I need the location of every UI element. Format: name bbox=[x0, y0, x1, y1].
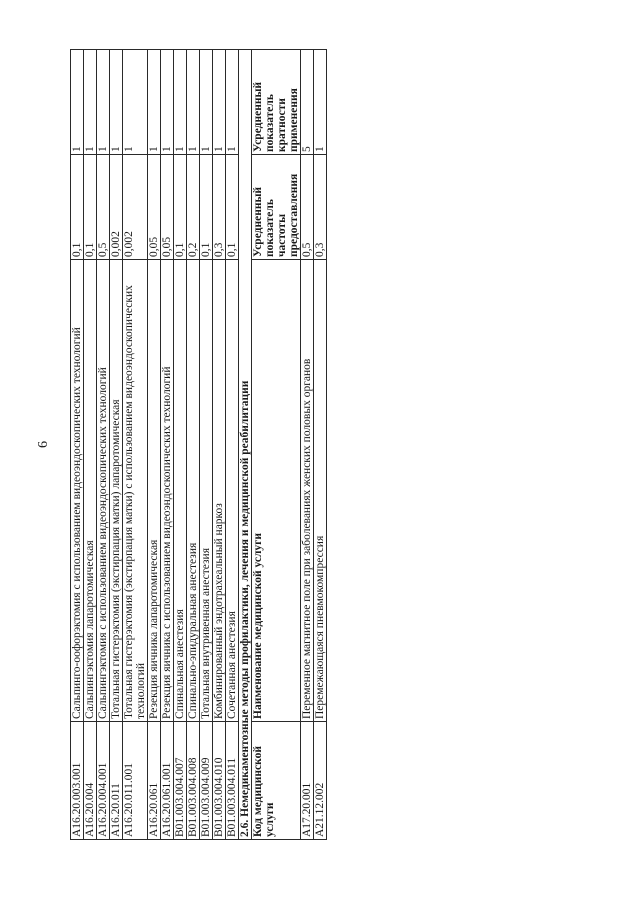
table-row bbox=[71, 50, 84, 840]
multiplicity-value: 1 bbox=[71, 50, 84, 155]
table-row bbox=[161, 50, 174, 840]
table-row bbox=[110, 50, 123, 840]
table-row bbox=[301, 50, 314, 840]
section-title-row bbox=[239, 50, 252, 840]
service-name: Сочетанная анестезия bbox=[226, 260, 239, 722]
multiplicity-value: 1 bbox=[148, 50, 161, 155]
frequency-value: 0,2 bbox=[187, 155, 200, 260]
multiplicity-value: 1 bbox=[97, 50, 110, 155]
table-row bbox=[213, 50, 226, 840]
table-row bbox=[314, 50, 327, 840]
service-name: Сальпинго-оофорэктомия с использованием видеоэндоскопических технологий bbox=[71, 260, 84, 722]
frequency-value: 0,002 bbox=[110, 155, 123, 260]
service-name: Резекция яичника с использованием видеоэндоскопических технологий bbox=[161, 260, 174, 722]
service-name: Спинальная анестезия bbox=[174, 260, 187, 722]
multiplicity-value: 1 bbox=[187, 50, 200, 155]
service-code: A16.20.004.001 bbox=[97, 722, 110, 840]
multiplicity-value: 1 bbox=[123, 50, 148, 155]
frequency-value: 0,1 bbox=[226, 155, 239, 260]
service-name: Спинально-эпидуральная анестезия bbox=[187, 260, 200, 722]
multiplicity-value: 1 bbox=[84, 50, 97, 155]
service-name: Сальпингэктомия лапаротомическая bbox=[84, 260, 97, 722]
frequency-value: 0,05 bbox=[161, 155, 174, 260]
frequency-value: 0,5 bbox=[97, 155, 110, 260]
service-name: Перемежающаяся пневмокомпрессия bbox=[314, 260, 327, 722]
table-row bbox=[174, 50, 187, 840]
frequency-value: 0,002 bbox=[123, 155, 148, 260]
services-table-rotated bbox=[70, 50, 327, 840]
service-code: A16.20.061.001 bbox=[161, 722, 174, 840]
service-code: A16.20.003.001 bbox=[71, 722, 84, 840]
service-code: B01.003.004.010 bbox=[213, 722, 226, 840]
page-number: 6 bbox=[36, 441, 51, 448]
table-row bbox=[200, 50, 213, 840]
service-name: Тотальная гистерэктомия (экстирпация матки) лапаротомическая bbox=[110, 260, 123, 722]
services-table bbox=[70, 49, 327, 840]
service-code: A16.20.011.001 bbox=[123, 722, 148, 840]
table-row bbox=[123, 50, 148, 840]
multiplicity-value: 1 bbox=[200, 50, 213, 155]
frequency-value: 0,1 bbox=[200, 155, 213, 260]
multiplicity-value: 1 bbox=[226, 50, 239, 155]
service-name: Резекция яичника лапаротомическая bbox=[148, 260, 161, 722]
table-row bbox=[84, 50, 97, 840]
multiplicity-value: 1 bbox=[161, 50, 174, 155]
header-multiplicity: Усредненный показатель кратности применения bbox=[252, 50, 301, 155]
service-name: Тотальная гистерэктомия (экстирпация матки) с использованием видеоэндоскопических технологий bbox=[123, 260, 148, 722]
service-code: B01.003.004.009 bbox=[200, 722, 213, 840]
service-code: A16.20.004 bbox=[84, 722, 97, 840]
service-code: A16.20.011 bbox=[110, 722, 123, 840]
service-name: Сальпингэктомия с использованием видеоэндоскопических технологий bbox=[97, 260, 110, 722]
frequency-value: 0,3 bbox=[213, 155, 226, 260]
table-row bbox=[148, 50, 161, 840]
multiplicity-value: 1 bbox=[213, 50, 226, 155]
service-code: A17.20.001 bbox=[301, 722, 314, 840]
frequency-value: 0,1 bbox=[84, 155, 97, 260]
header-code: Код медицинской услуги bbox=[252, 722, 301, 840]
service-name: Комбинированный эндотрахеальный наркоз bbox=[213, 260, 226, 722]
service-code: B01.003.004.011 bbox=[226, 722, 239, 840]
service-code: A21.12.002 bbox=[314, 722, 327, 840]
frequency-value: 0,1 bbox=[174, 155, 187, 260]
table-row bbox=[187, 50, 200, 840]
frequency-value: 0,05 bbox=[148, 155, 161, 260]
service-code: B01.003.004.008 bbox=[187, 722, 200, 840]
service-code: A16.20.061 bbox=[148, 722, 161, 840]
multiplicity-value: 1 bbox=[314, 50, 327, 155]
frequency-value: 0,1 bbox=[71, 155, 84, 260]
table-row bbox=[97, 50, 110, 840]
multiplicity-value: 1 bbox=[110, 50, 123, 155]
service-code: B01.003.004.007 bbox=[174, 722, 187, 840]
table-row bbox=[226, 50, 239, 840]
multiplicity-value: 5 bbox=[301, 50, 314, 155]
service-name: Тотальная внутривенная анестезия bbox=[200, 260, 213, 722]
frequency-value: 0,3 bbox=[314, 155, 327, 260]
service-name: Переменное магнитное поле при заболеваниях женских половых органов bbox=[301, 260, 314, 722]
header-frequency: Усредненный показатель частоты предоставления bbox=[252, 155, 301, 260]
section-title: 2.6. Немедикаментозные методы профилактики, лечения и медицинской реабилитации bbox=[239, 50, 252, 840]
header-row bbox=[252, 50, 301, 840]
frequency-value: 0,5 bbox=[301, 155, 314, 260]
multiplicity-value: 1 bbox=[174, 50, 187, 155]
header-name: Наименование медицинской услуги bbox=[252, 260, 301, 722]
